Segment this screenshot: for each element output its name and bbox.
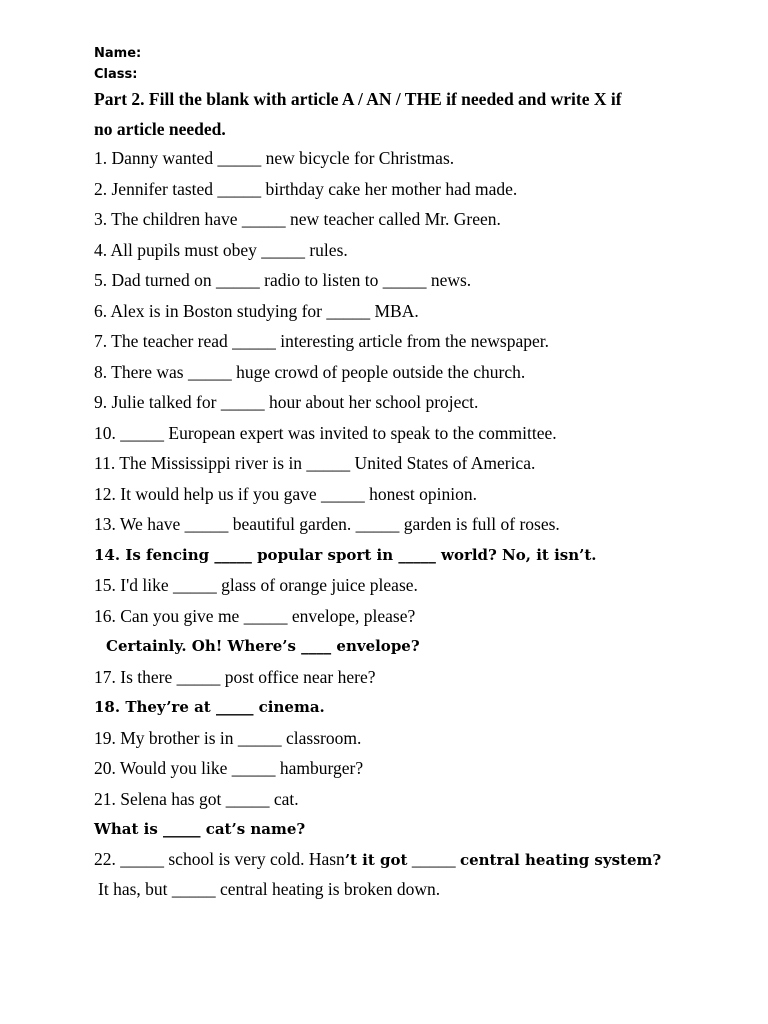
instructions-line-1: Part 2. Fill the blank with article A / AN / THE if needed and write X if xyxy=(94,89,622,109)
question-6: 6. Alex is in Boston studying for _____ MBA. xyxy=(94,301,419,321)
question-19: 19. My brother is in _____ classroom. xyxy=(94,728,362,748)
name-label: Name: xyxy=(94,46,142,61)
question-22-part-2: ’t it got xyxy=(344,851,408,869)
question-20: 20. Would you like _____ hamburger? xyxy=(94,758,364,778)
instructions-line-2: no article needed. xyxy=(94,119,226,139)
question-16: 16. Can you give me _____ envelope, please? xyxy=(94,606,416,626)
question-22-part-4: central heating system? xyxy=(459,851,662,869)
question-3: 3. The children have _____ new teacher called Mr. Green. xyxy=(94,209,501,229)
question-22-part-1: 22. _____ school is very cold. Hasn xyxy=(94,849,345,869)
question-1: 1. Danny wanted _____ new bicycle for Christmas. xyxy=(94,148,455,168)
question-2: 2. Jennifer tasted _____ birthday cake her mother had made. xyxy=(94,179,518,199)
question-10: 10. _____ European expert was invited to speak to the committee. xyxy=(94,423,557,443)
question-18: 18. They’re at _____ cinema. xyxy=(94,698,325,716)
question-8: 8. There was _____ huge crowd of people outside the church. xyxy=(94,362,526,382)
question-22 xyxy=(94,849,661,870)
question-4: 4. All pupils must obey _____ rules. xyxy=(94,240,348,260)
question-22-part-3: _____ xyxy=(407,849,460,869)
question-9: 9. Julie talked for _____ hour about her school project. xyxy=(94,392,479,412)
question-11: 11. The Mississippi river is in _____ United States of America. xyxy=(94,453,536,473)
question-5: 5. Dad turned on _____ radio to listen to _____ news. xyxy=(94,270,472,290)
question-7: 7. The teacher read _____ interesting article from the newspaper. xyxy=(94,331,549,351)
question-21-followup: What is _____ cat’s name? xyxy=(94,820,306,838)
question-13: 13. We have _____ beautiful garden. _____ garden is full of roses. xyxy=(94,514,560,534)
question-12: 12. It would help us if you gave _____ honest opinion. xyxy=(94,484,478,504)
class-label: Class: xyxy=(94,67,138,82)
question-14: 14. Is fencing _____ popular sport in _____ world? No, it isn’t. xyxy=(94,546,597,564)
question-17: 17. Is there _____ post office near here? xyxy=(94,667,376,687)
question-16-followup: Certainly. Oh! Where’s ____ envelope? xyxy=(106,637,420,655)
question-15: 15. I'd like _____ glass of orange juice please. xyxy=(94,575,418,595)
question-22-followup: It has, but _____ central heating is broken down. xyxy=(98,879,441,899)
question-21: 21. Selena has got _____ cat. xyxy=(94,789,299,809)
